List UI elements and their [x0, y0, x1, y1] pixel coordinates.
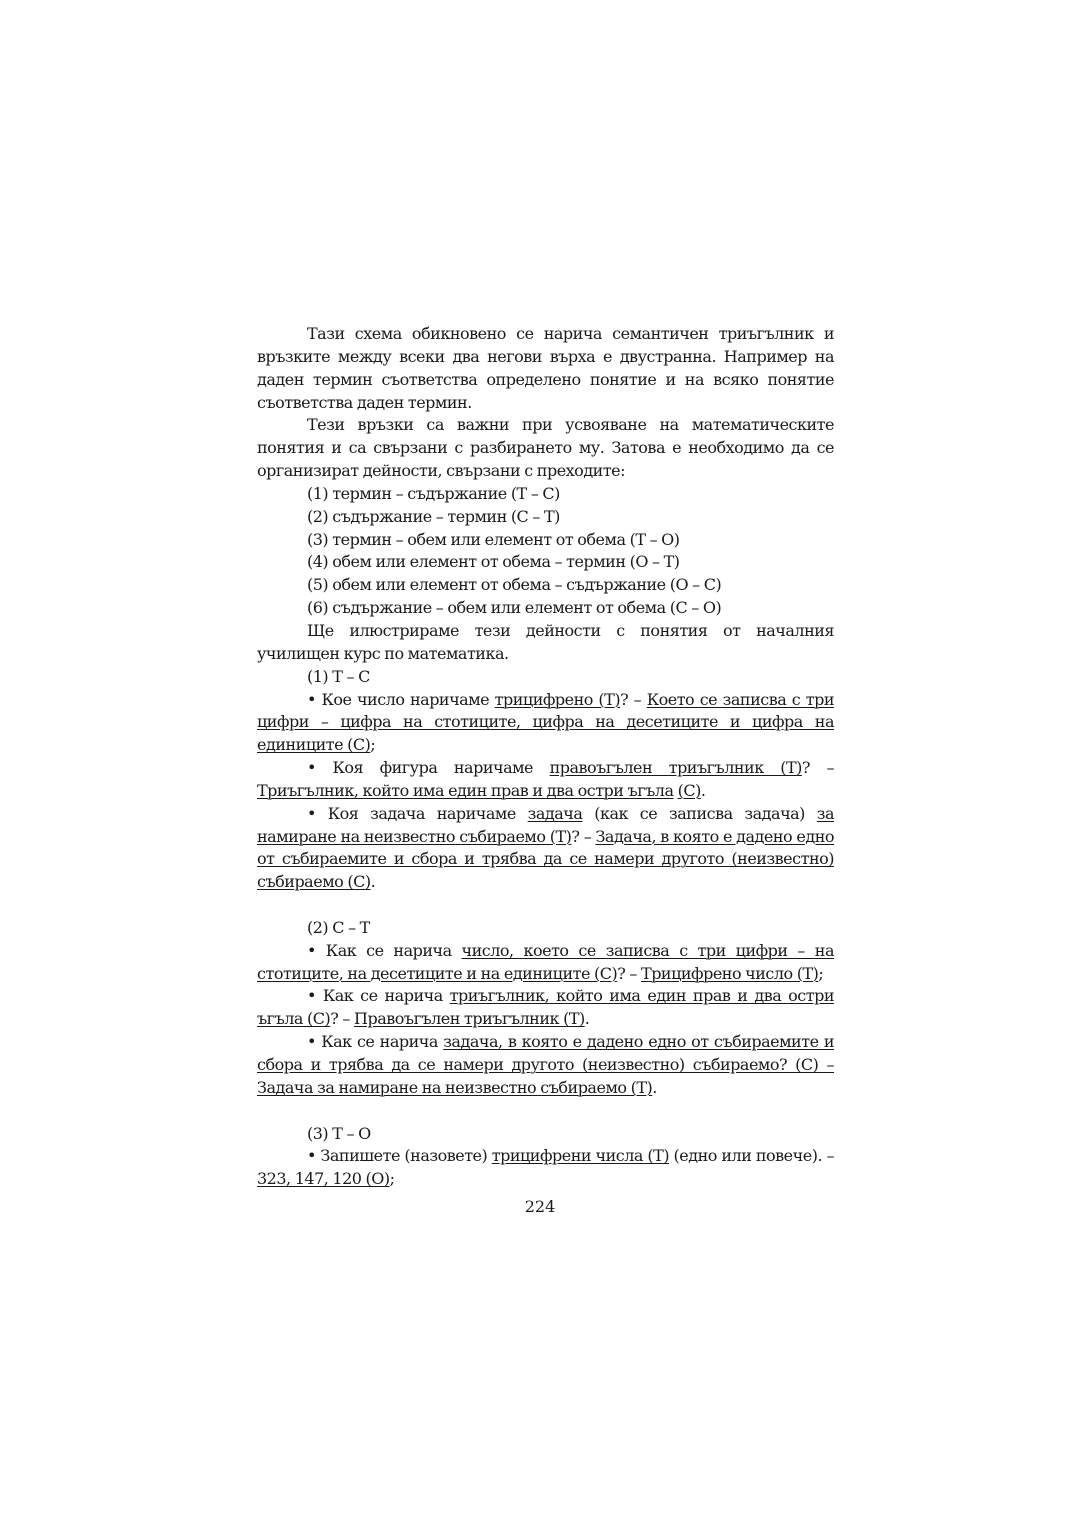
- bullet-text: ? –: [801, 758, 834, 778]
- underlined-answer: Задача, в която е дадено едно от събираемите и сбора и трябва да се намери другото (неизвестно) събираемо (С): [257, 826, 835, 892]
- transition-item: (1) термин – съдържание (Т – С): [307, 483, 560, 503]
- underlined-term: задача: [527, 803, 583, 823]
- transition-item: (5) обем или елемент от обема – съдържание (О – С): [307, 575, 722, 595]
- bullet-text: ? –: [571, 826, 596, 846]
- illustrate-paragraph: Ще илюстрираме тези дейности с понятия от началния училищен курс по математика.: [257, 620, 834, 663]
- example-bullet: [257, 757, 834, 803]
- underlined-term: трицифрено (Т): [494, 689, 621, 709]
- bullet-text: ? –: [617, 963, 642, 983]
- bullet-text: • Как се нарича: [307, 1032, 444, 1052]
- example-bullet: [257, 803, 834, 894]
- bullet-text: (едно или повече). –: [669, 1146, 835, 1166]
- transition-item: (2) съдържание – термин (С – Т): [307, 506, 560, 526]
- underlined-answer: Триъгълник, който има един прав и два остри ъгъла: [257, 780, 674, 800]
- section-heading: (2) С – Т: [307, 917, 370, 937]
- underlined-term: триъгълник, който има един прав и два остри ъгъла (С): [257, 986, 835, 1029]
- example-bullet: [257, 689, 834, 758]
- underlined-answer: 323, 147, 120 (О): [257, 1169, 390, 1189]
- section-gap: [257, 894, 834, 917]
- underlined-term: правоъгълен триъгълник (Т): [549, 758, 802, 778]
- underlined-term: число, което се записва с три цифри – на стотиците, на десетиците и на единиците (С): [257, 940, 835, 983]
- bullet-text: • Коя задача наричаме: [307, 803, 528, 823]
- underlined-term: за намиране на неизвестно събираемо (Т): [257, 803, 834, 846]
- underlined-label: (С): [677, 780, 701, 800]
- bullet-text: .: [370, 872, 376, 892]
- bullet-text: ;: [818, 963, 824, 983]
- bullet-text: .: [584, 1009, 590, 1029]
- bullet-text: .: [700, 780, 706, 800]
- underlined-term: задача, в която е дадено едно от събираемите и сбора и трябва да се намери другото (неизвестно) събираемо? (С) – Задача за намиране на неизвестно събираемо (Т): [257, 1032, 835, 1097]
- bullet-text: .: [652, 1077, 657, 1097]
- bullet-text: • Кое число наричаме: [307, 689, 495, 709]
- underlined-answer: Което се записва с три цифри – цифра на стотиците, цифра на десетиците и цифра на единиците (С): [257, 689, 835, 755]
- transition-item: (6) съдържание – обем или елемент от обема (С – О): [307, 598, 722, 618]
- section-gap: [257, 1100, 834, 1123]
- underlined-term: трицифрени числа (Т): [491, 1146, 670, 1166]
- example-bullet: [257, 1031, 834, 1100]
- bullet-text: ;: [370, 735, 376, 755]
- bullet-text: (как се записва задача): [582, 803, 817, 823]
- bullet-text: ? –: [620, 689, 647, 709]
- example-bullet: [257, 985, 834, 1031]
- example-bullet: [257, 1145, 834, 1191]
- transition-item: (3) термин – обем или елемент от обема (Т – О): [307, 529, 680, 549]
- bullet-text: ? –: [330, 1009, 355, 1029]
- bullet-text: • Коя фигура наричаме: [307, 758, 550, 778]
- section-heading: (3) Т – О: [307, 1123, 371, 1143]
- bullet-text: ;: [389, 1169, 395, 1189]
- underlined-answer: Правоъгълен триъгълник (Т): [354, 1009, 585, 1029]
- bullet-text: • Как се нарича: [307, 986, 450, 1006]
- section-heading: (1) Т – С: [307, 666, 370, 686]
- transition-item: (4) обем или елемент от обема – термин (О – Т): [307, 552, 680, 572]
- bullet-text: • Запишете (назовете): [307, 1146, 492, 1166]
- example-bullet: [257, 940, 834, 986]
- underlined-answer: Трицифрено число (Т): [641, 963, 819, 983]
- page-body: [257, 323, 834, 1191]
- intro-paragraph-transitions: Тези връзки са важни при усвояване на математическите понятия и са свързани с разбирането му. Затова е необходимо да се организират дейности, свързани с преходите:: [257, 415, 834, 481]
- page-number: 224: [524, 1197, 556, 1216]
- bullet-text: • Как се нарича: [307, 940, 462, 960]
- transitions-list: [257, 483, 834, 620]
- intro-paragraph-semantic-triangle: Тази схема обикновено се нарича семантичен триъгълник и връзките между всеки два негови върха е двустранна. Например на даден термин съответства определено понятие и на всяко понятие съответства даден термин.: [257, 324, 834, 412]
